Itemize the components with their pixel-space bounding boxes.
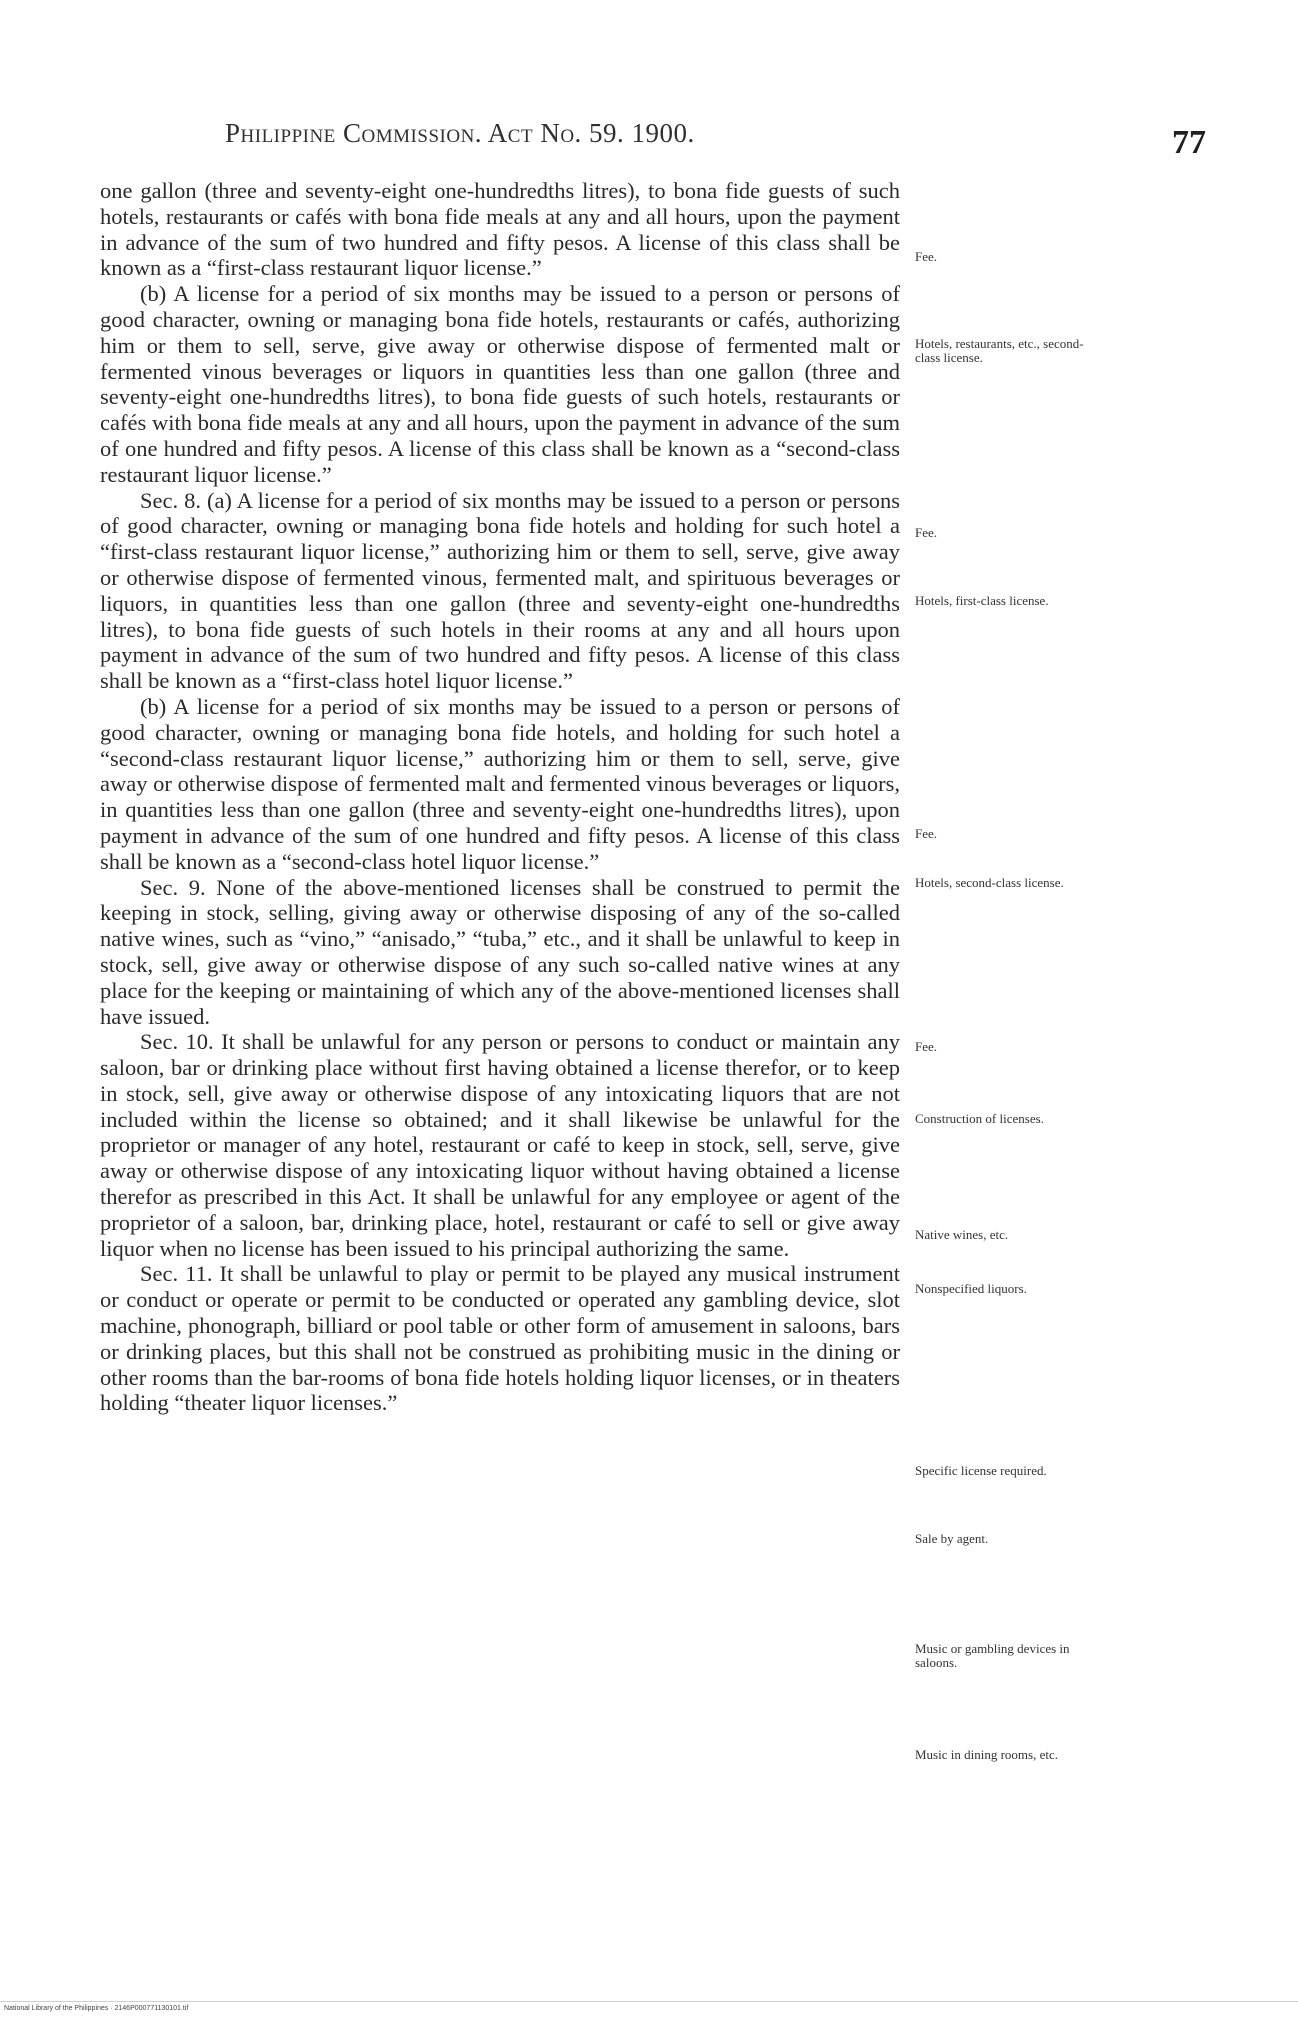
- paragraph: Sec. 10. It shall be unlawful for any person or persons to conduct or maintain any saloon, bar or drinking place without first having obtained a license therefor, or to keep in stock, sell, give away or otherwise dispose of any intoxicating liquors that are not included within the license so obtained; and it shall likewise be unlawful for the proprietor or manager of any hotel, restaurant or café to keep in stock, sell, serve, give away or otherwise dispose of any intoxicating liquor without having obtained a license therefor as prescribed in this Act. It shall be unlawful for any employee or agent of the proprietor of a saloon, bar, drinking place, hotel, restaurant or café to sell or give away liquor when no license has been issued to his principal authorizing the same.: [100, 1029, 900, 1261]
- marginal-note: Construction of licenses.: [915, 1111, 1044, 1126]
- marginal-note: Hotels, second-class license.: [915, 875, 1064, 890]
- paragraph: (b) A license for a period of six months may be issued to a person or persons of good character, owning or managing bona fide hotels, restaurants or cafés, authorizing him or them to sell, serve, give away or otherwise dispose of fermented malt or fermented vinous beverages or liquors in quantities less than one gallon (three and seventy-eight one-hundredths litres), to bona fide guests of such hotels, restaurants or cafés with bona fide meals at any and all hours, upon the payment in advance of the sum of one hundred and fifty pesos. A license of this class shall be known as a “second-class restaurant liquor license.”: [100, 281, 900, 487]
- footer-divider: [0, 2001, 1298, 2002]
- marginal-note: Native wines, etc.: [915, 1227, 1009, 1242]
- marginal-note: Fee.: [915, 1039, 938, 1054]
- marginal-note: Fee.: [915, 826, 938, 841]
- body-text: [100, 178, 900, 1416]
- paragraph: Sec. 11. It shall be unlawful to play or permit to be played any musical instrument or conduct or operate or permit to be conducted or operated any gambling device, slot machine, phonograph, billiard or pool table or other form of amusement in saloons, bars or drinking places, but this shall not be construed as prohibiting music in the dining or other rooms than the bar-rooms of bona fide hotels holding liquor licenses, or in theaters holding “theater liquor licenses.”: [100, 1261, 900, 1416]
- scan-footer: National Library of the Philippines · 2146P000771130101.tif: [4, 2005, 189, 2012]
- marginal-note: Nonspecified liquors.: [915, 1281, 1027, 1296]
- marginal-note: Fee.: [915, 525, 938, 540]
- marginal-note: Sale by agent.: [915, 1531, 989, 1546]
- marginal-note: Fee.: [915, 249, 938, 264]
- page-number: 77: [1172, 124, 1206, 161]
- running-header: Philippine Commission. Act No. 59. 1900.: [225, 118, 695, 148]
- paragraph: one gallon (three and seventy-eight one-hundredths litres), to bona fide guests of such hotels, restaurants or cafés with bona fide meals at any and all hours, upon the payment in advance of the sum of two hundred and fifty pesos. A license of this class shall be known as a “first-class restaurant liquor license.”: [100, 178, 900, 281]
- marginal-note: Music or gambling devices in saloons.: [915, 1641, 1070, 1670]
- marginal-note: Music in dining rooms, etc.: [915, 1747, 1058, 1762]
- marginal-note: Specific license required.: [915, 1463, 1047, 1478]
- marginal-note: Hotels, first-class license.: [915, 593, 1049, 608]
- marginal-note: Hotels, restaurants, etc., second-class license.: [915, 336, 1084, 365]
- paragraph: (b) A license for a period of six months may be issued to a person or persons of good character, owning or managing bona fide hotels, and holding for such hotel a “second-class restaurant liquor license,” authorizing him or them to sell, serve, give away or otherwise dispose of fermented malt and fermented vinous beverages or liquors, in quantities less than one gallon (three and seventy-eight one-hundredths litres), upon payment in advance of the sum of one hundred and fifty pesos. A license of this class shall be known as a “second-class hotel liquor license.”: [100, 693, 900, 874]
- paragraph: Sec. 9. None of the above-mentioned licenses shall be construed to permit the keeping in stock, selling, giving away or otherwise disposing of any of the so-called native wines, such as “vino,” “anisado,” “tuba,” etc., and it shall be unlawful to keep in stock, sell, give away or otherwise dispose of any such so-called native wines at any place for the keeping or maintaining of which any of the above-mentioned licenses shall have issued.: [100, 874, 900, 1029]
- paragraph: Sec. 8. (a) A license for a period of six months may be issued to a person or persons of good character, owning or managing bona fide hotels and holding for such hotel a “first-class restaurant liquor license,” authorizing him or them to sell, serve, give away or otherwise dispose of fermented vinous, fermented malt, and spirituous beverages or liquors, in quantities less than one gallon (three and seventy-eight one-hundredths litres), to bona fide guests of such hotels in their rooms at any and all hours upon payment in advance of the sum of two hundred and fifty pesos. A license of this class shall be known as a “first-class hotel liquor license.”: [100, 487, 900, 694]
